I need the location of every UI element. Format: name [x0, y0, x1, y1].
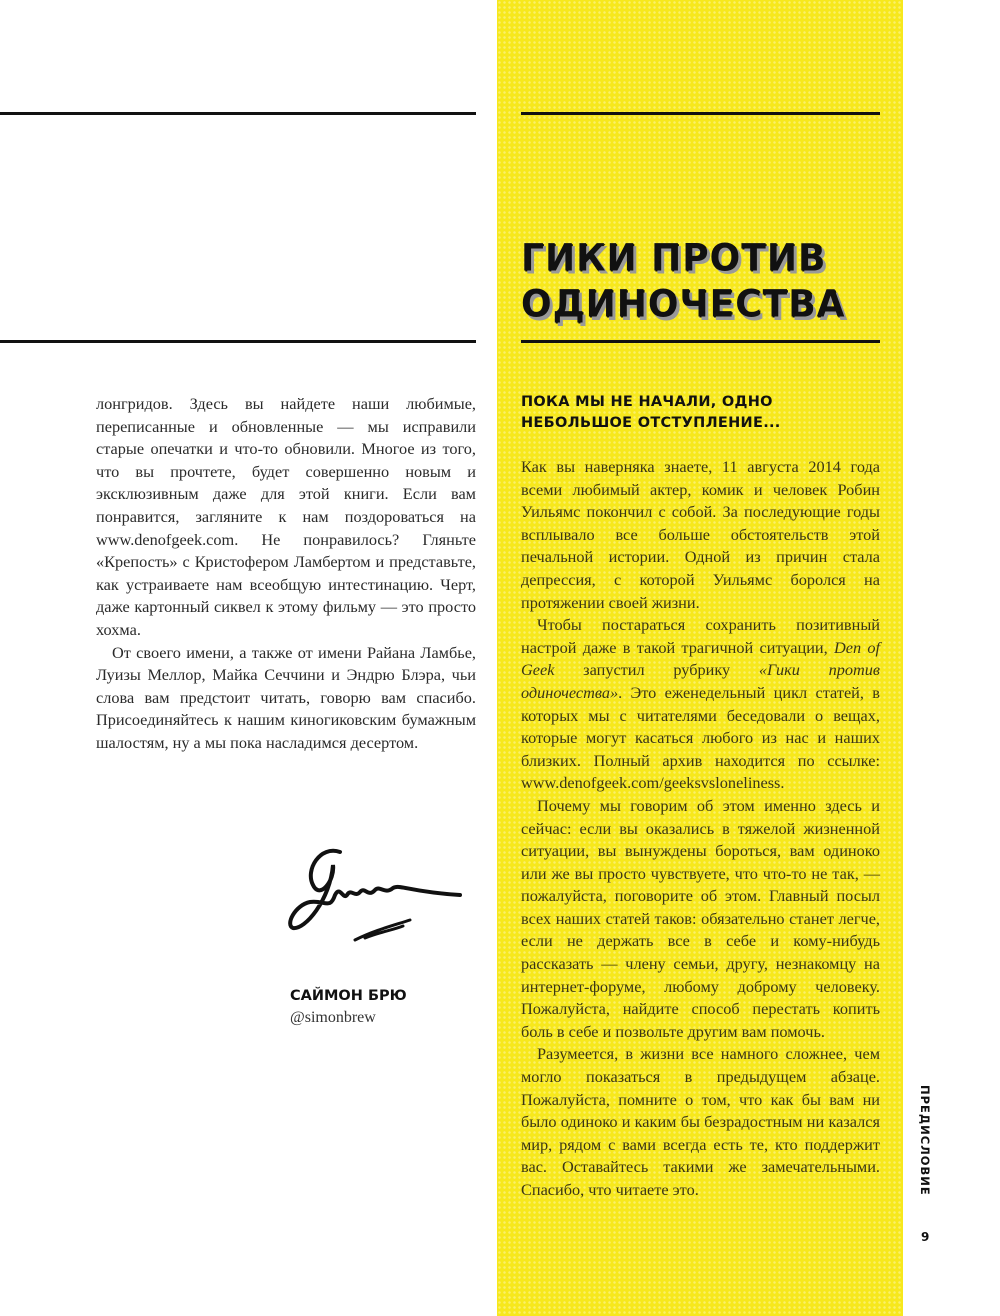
text: Чтобы постараться сохранить позитивный настрой даже в такой трагичной ситуации,	[521, 615, 880, 657]
italic-text: Den of Geek	[521, 637, 881, 680]
text: запустил рубрику	[554, 660, 759, 680]
sidebar-title	[521, 236, 846, 328]
divider	[0, 112, 476, 115]
paragraph: Почему мы говорим об этом именно здесь и сейчас: если вы оказались в тяжелой жизненной ситуации, вы вынуждены бороться, вам одиноко или же вы просто чувствуете, что что-то не так, — пожалуйста, поговорите об этом. Главный посыл всех наших статей таков: обязательно станет легче, если не держать все в себе и кому-нибудь рассказать — члену семьи, другу, незнакомцу на интернет-форуме, любому доброму человеку. Пожалуйста, найдите способ перестать копить боль в себе и позвольте другим вам помочь.	[521, 795, 880, 1041]
sidebar-lead: ПОКА МЫ НЕ НАЧАЛИ, ОДНО НЕБОЛЬШОЕ ОТСТУПЛЕНИЕ...	[521, 394, 781, 431]
divider	[0, 340, 476, 343]
left-column	[96, 393, 476, 755]
title-line: ГИКИ ПРОТИВ	[521, 236, 827, 280]
paragraph	[521, 614, 880, 795]
sidebar-body	[521, 456, 880, 1202]
italic-text: «Гики против одиночества»	[521, 660, 880, 702]
author-name: САЙМОН БРЮ	[290, 988, 407, 1004]
divider	[521, 340, 880, 343]
paragraph: Разумеется, в жизни все намного сложнее, чем могло показаться в предыдущем абзаце. Пожалуйста, помните о том, что как бы вам ни было одиноко и каким бы безрадостным ни казался мир, рядом с вами всегда есть те, кто поддержит вас. Оставайтесь такими же замечательными. Спасибо, что читаете это.	[521, 1044, 880, 1199]
paragraph: От своего имени, а также от имени Райана Ламбье, Луизы Меллор, Майка Сеччини и Эндрю Блэра, чьи слова вам предстоит читать, говорю вам спасибо. Присоединяйтесь к нашим киногиковским бумажным шалостям, ну а мы пока насладимся десертом.	[96, 642, 476, 752]
author-handle: @simonbrew	[290, 1009, 376, 1026]
divider	[521, 112, 880, 115]
title-line: ОДИНОЧЕСТВА	[521, 283, 846, 327]
page-number: 9	[921, 1230, 930, 1244]
section-label: ПРЕДИСЛОВИЕ	[918, 1085, 932, 1196]
text: . Это еженедельный цикл статей, в которых мы с читателями беседовали о вещах, которые могут касаться любого из нас и наших близких. Полный архив находится по ссылке: www.denofgeek.com/geeksvsloneliness.	[521, 682, 880, 793]
paragraph: Как вы наверняка знаете, 11 августа 2014 года всеми любимый актер, комик и человек Робин Уильямс покончил с собой. За последующие годы всплывало все больше обстоятельств этой печальной истории. Одной из причин стала депрессия, с которой Уильямс боролся на протяжении своей жизни.	[521, 457, 880, 612]
signature-image	[285, 840, 475, 950]
paragraph: лонгридов. Здесь вы найдете наши любимые, переписанные и обновленные — мы исправили старые опечатки и что-то обновили. Многое из того, что вы прочтете, будет совершенно новым и эксклюзивным даже для этой книги. Если вам понравится, загляните к нам поздороваться на www.denofgeek.com. Не понравилось? Гляньте «Крепость» с Кристофером Ламбертом и представьте, как устраиваете нам всеобщую интестинацию. Черт, даже картонный сиквел к этому фильму — это просто хохма.	[96, 394, 476, 639]
